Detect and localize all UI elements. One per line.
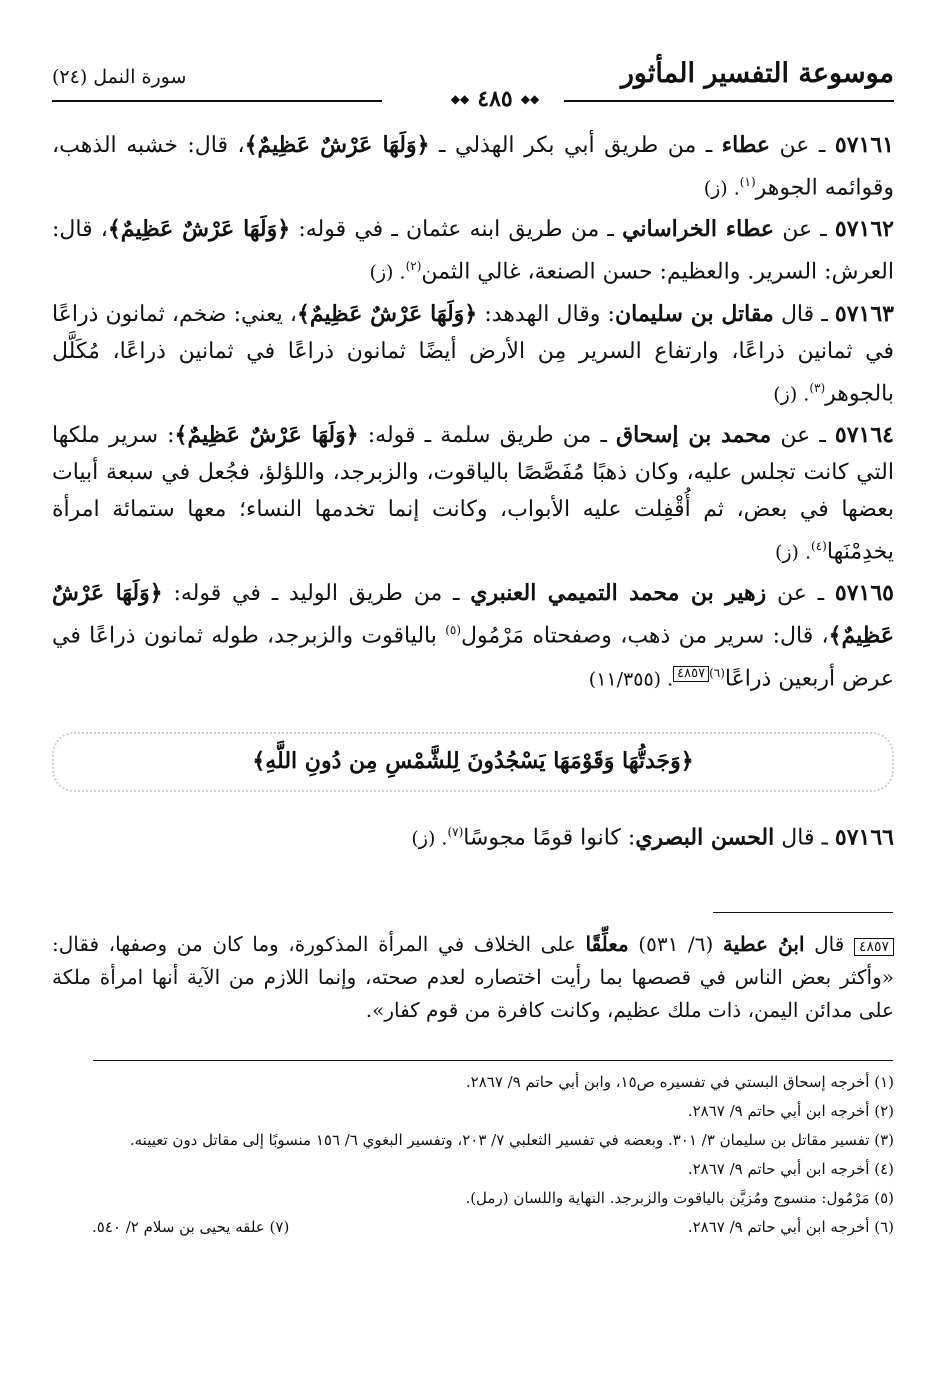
entry-text: ـ عن — [766, 581, 835, 607]
header-rule-left — [52, 100, 382, 102]
entry-text: ـ عن — [774, 217, 835, 243]
entry — [52, 417, 894, 571]
entry-tail: . (ز) — [773, 382, 810, 405]
entry-tail: . (ز) — [774, 541, 812, 564]
footnotes — [52, 1068, 894, 1242]
entry — [52, 814, 894, 857]
entry-text: بالياقوت والزبرجد، طوله ثمانون ذراعًا في عرض أربعين ذراعًا — [52, 623, 894, 691]
page-number-group — [430, 84, 560, 114]
entry-number: ٥٧١٦١ — [834, 132, 894, 158]
entry-tail: . (ز) — [703, 177, 740, 200]
entry-number: ٥٧١٦٣ — [834, 300, 894, 327]
entry-tail: . (١١/٣٥٥) — [588, 667, 674, 690]
verse-text: ﴿وَجَدتُّهَا وَقَوْمَهَا يَسْجُدُونَ لِلشَّمْسِ مِن دُونِ اللَّهِ﴾ — [252, 748, 694, 775]
note-text: على الخلاف في المرأة المذكورة، وما كان من وصفها، فقال: «وأكثر بعض الناس في قصصها بما رأيت اختصاره لعدم صحته، وإنما اللازم من الآية أنها امرأة ملكة على مدائن اليمن، ذات ملك عظيم، وكانت كافرة من قوم كفار». — [52, 932, 894, 1022]
narrator-name: زهير بن محمد التميمي العنبري — [470, 580, 767, 607]
ornament-icon: ◆◆ — [520, 92, 540, 106]
footnote: (٧) علقه يحيى بن سلام ٢/ ٥٤٠. — [92, 1218, 290, 1236]
commentary-box-number: ٤٨٥٧ — [854, 938, 894, 956]
entry-text: ـ من طريق الوليد ـ في قوله: — [162, 581, 471, 607]
narrator-name: محمد بن إسحاق — [616, 421, 772, 448]
footnote-marker[interactable]: (٧) — [447, 824, 464, 839]
entry — [52, 127, 894, 207]
verse-band — [52, 732, 894, 792]
footnote-marker[interactable]: (٣) — [809, 380, 826, 395]
note-ref: (٦/ ٥٣١) — [628, 932, 723, 956]
footnote: (٢) أخرجه ابن أبي حاتم ٩/ ٢٨٦٧. — [687, 1102, 894, 1120]
footnote: (٤) أخرجه ابن أبي حاتم ٩/ ٢٨٦٧. — [687, 1160, 894, 1178]
entry-text: ، قال: سرير من ذهب، وصفحتاه مَرْمُول — [461, 623, 829, 649]
header-rule-right — [564, 100, 894, 102]
entry-text: ، قال: خشبه الذهب، وقوائمه الجوهر — [52, 133, 894, 201]
entry-text: ، يعني: ضخم، ثمانون ذراعًا في ثمانين ذراعًا، وارتفاع السرير مِن الأرض أيضًا ثمانون ذراعًا في ثمانين ذراعًا، مُكَلَّل بالجوهر — [52, 301, 894, 406]
page-header — [52, 52, 894, 112]
commentary-ref-box[interactable]: ٤٨٥٧ — [673, 666, 709, 682]
commentary-label: معلِّقًا — [585, 932, 629, 956]
narrator-name: عطاء الخراساني — [622, 216, 775, 243]
page-number: ٤٨٥ — [477, 86, 513, 112]
entry-tail: . (ز) — [411, 827, 448, 850]
entry-text: : وقال الهدهد: — [477, 301, 615, 327]
quran-quote: ﴿وَلَهَا عَرْشٌ عَظِيمٌ﴾ — [174, 421, 359, 448]
quran-quote: ﴿وَلَهَا عَرْشٌ عَظِيمٌ﴾ — [52, 580, 894, 649]
entry-text: ـ من طريق ابنه عثمان ـ في قوله: — [290, 217, 623, 243]
footnotes-divider — [93, 1060, 893, 1061]
footnote-row — [52, 1213, 894, 1242]
footnote: (١) أخرجه إسحاق البستي في تفسيره ص١٥، وابن أبي حاتم ٩/ ٢٨٦٧. — [465, 1073, 894, 1091]
entry — [52, 211, 894, 291]
book-title: موسوعة التفسير المأثور — [620, 58, 894, 89]
entry-number: ٥٧١٦٥ — [834, 580, 894, 607]
quran-quote: ﴿وَلَهَا عَرْشٌ عَظِيمٌ﴾ — [297, 300, 478, 327]
entry-text: : كانوا قومًا مجوسًا — [463, 825, 636, 851]
commentary-note — [52, 928, 894, 1027]
footnote-marker[interactable]: (٤) — [811, 538, 827, 553]
narrator-name: الحسن البصري — [635, 824, 775, 851]
quran-quote: ﴿وَلَهَا عَرْشٌ عَظِيمٌ﴾ — [107, 216, 291, 243]
narrator-name: مقاتل بن سليمان — [614, 300, 774, 327]
footnote: (٥) مَرْمُول: منسوج ومُزيَّن بالياقوت والزبرجد. النهاية واللسان (رمل). — [465, 1189, 894, 1207]
commentary-author: ابنُ عطية — [722, 932, 805, 956]
surah-title: سورة النمل (٢٤) — [52, 66, 187, 88]
footnote-marker[interactable]: (٢) — [405, 259, 422, 274]
main-text — [52, 127, 894, 861]
entry-text: ـ عن — [771, 422, 835, 448]
footnote: (٣) تفسير مقاتل بن سليمان ٣/ ٣٠١. وبعضه في تفسير الثعلبي ٧/ ٢٠٣، وتفسير البغوي ٦/ ١٥٦ منسوبًا إلى مقاتل دون تعيينه. — [129, 1131, 894, 1149]
entry-text: ـ قال — [774, 825, 835, 851]
entry-number: ٥٧١٦٤ — [834, 421, 894, 448]
footnote: (٦) أخرجه ابن أبي حاتم ٩/ ٢٨٦٧. — [687, 1218, 894, 1236]
entry-text: ـ عن — [770, 133, 835, 158]
narrator-name: عطاء — [721, 132, 770, 158]
quran-quote: ﴿وَلَهَا عَرْشٌ عَظِيمٌ﴾ — [244, 132, 430, 158]
note-text: قال — [804, 932, 854, 956]
entry-text: ـ قال — [773, 301, 835, 327]
entry-text: : سرير ملكها التي كانت تجلس عليه، وكان ذهبًا مُفَصَّصًا بالياقوت، والزبرجد، واللؤلؤ، فجُعل في سبعة أبيات بعضها في بعض، ثم أُقْفِلت عليه الأبواب، وكانت إنما تخدمها النساء؛ معها ستمائة امرأة يخدِمْنَها — [52, 422, 894, 565]
entry-tail: . (ز) — [369, 261, 406, 284]
entry — [52, 296, 894, 413]
ornament-icon: ◆◆ — [450, 92, 470, 106]
footnote-marker[interactable]: (١) — [739, 175, 756, 189]
footnote-marker[interactable]: (٦) — [709, 665, 725, 680]
entry-number: ٥٧١٦٢ — [834, 216, 894, 243]
entry-number: ٥٧١٦٦ — [834, 824, 894, 851]
entry — [52, 575, 894, 698]
entry-text: ـ من طريق سلمة ـ قوله: — [358, 422, 617, 448]
entry-text: ، قال: العرش: السرير. والعظيم: حسن الصنعة، غالي الثمن — [52, 217, 894, 285]
footnote-marker[interactable]: (٥) — [445, 623, 462, 638]
commentary-divider — [713, 912, 893, 913]
entry-text: ـ من طريق أبي بكر الهذلي ـ — [429, 133, 722, 158]
